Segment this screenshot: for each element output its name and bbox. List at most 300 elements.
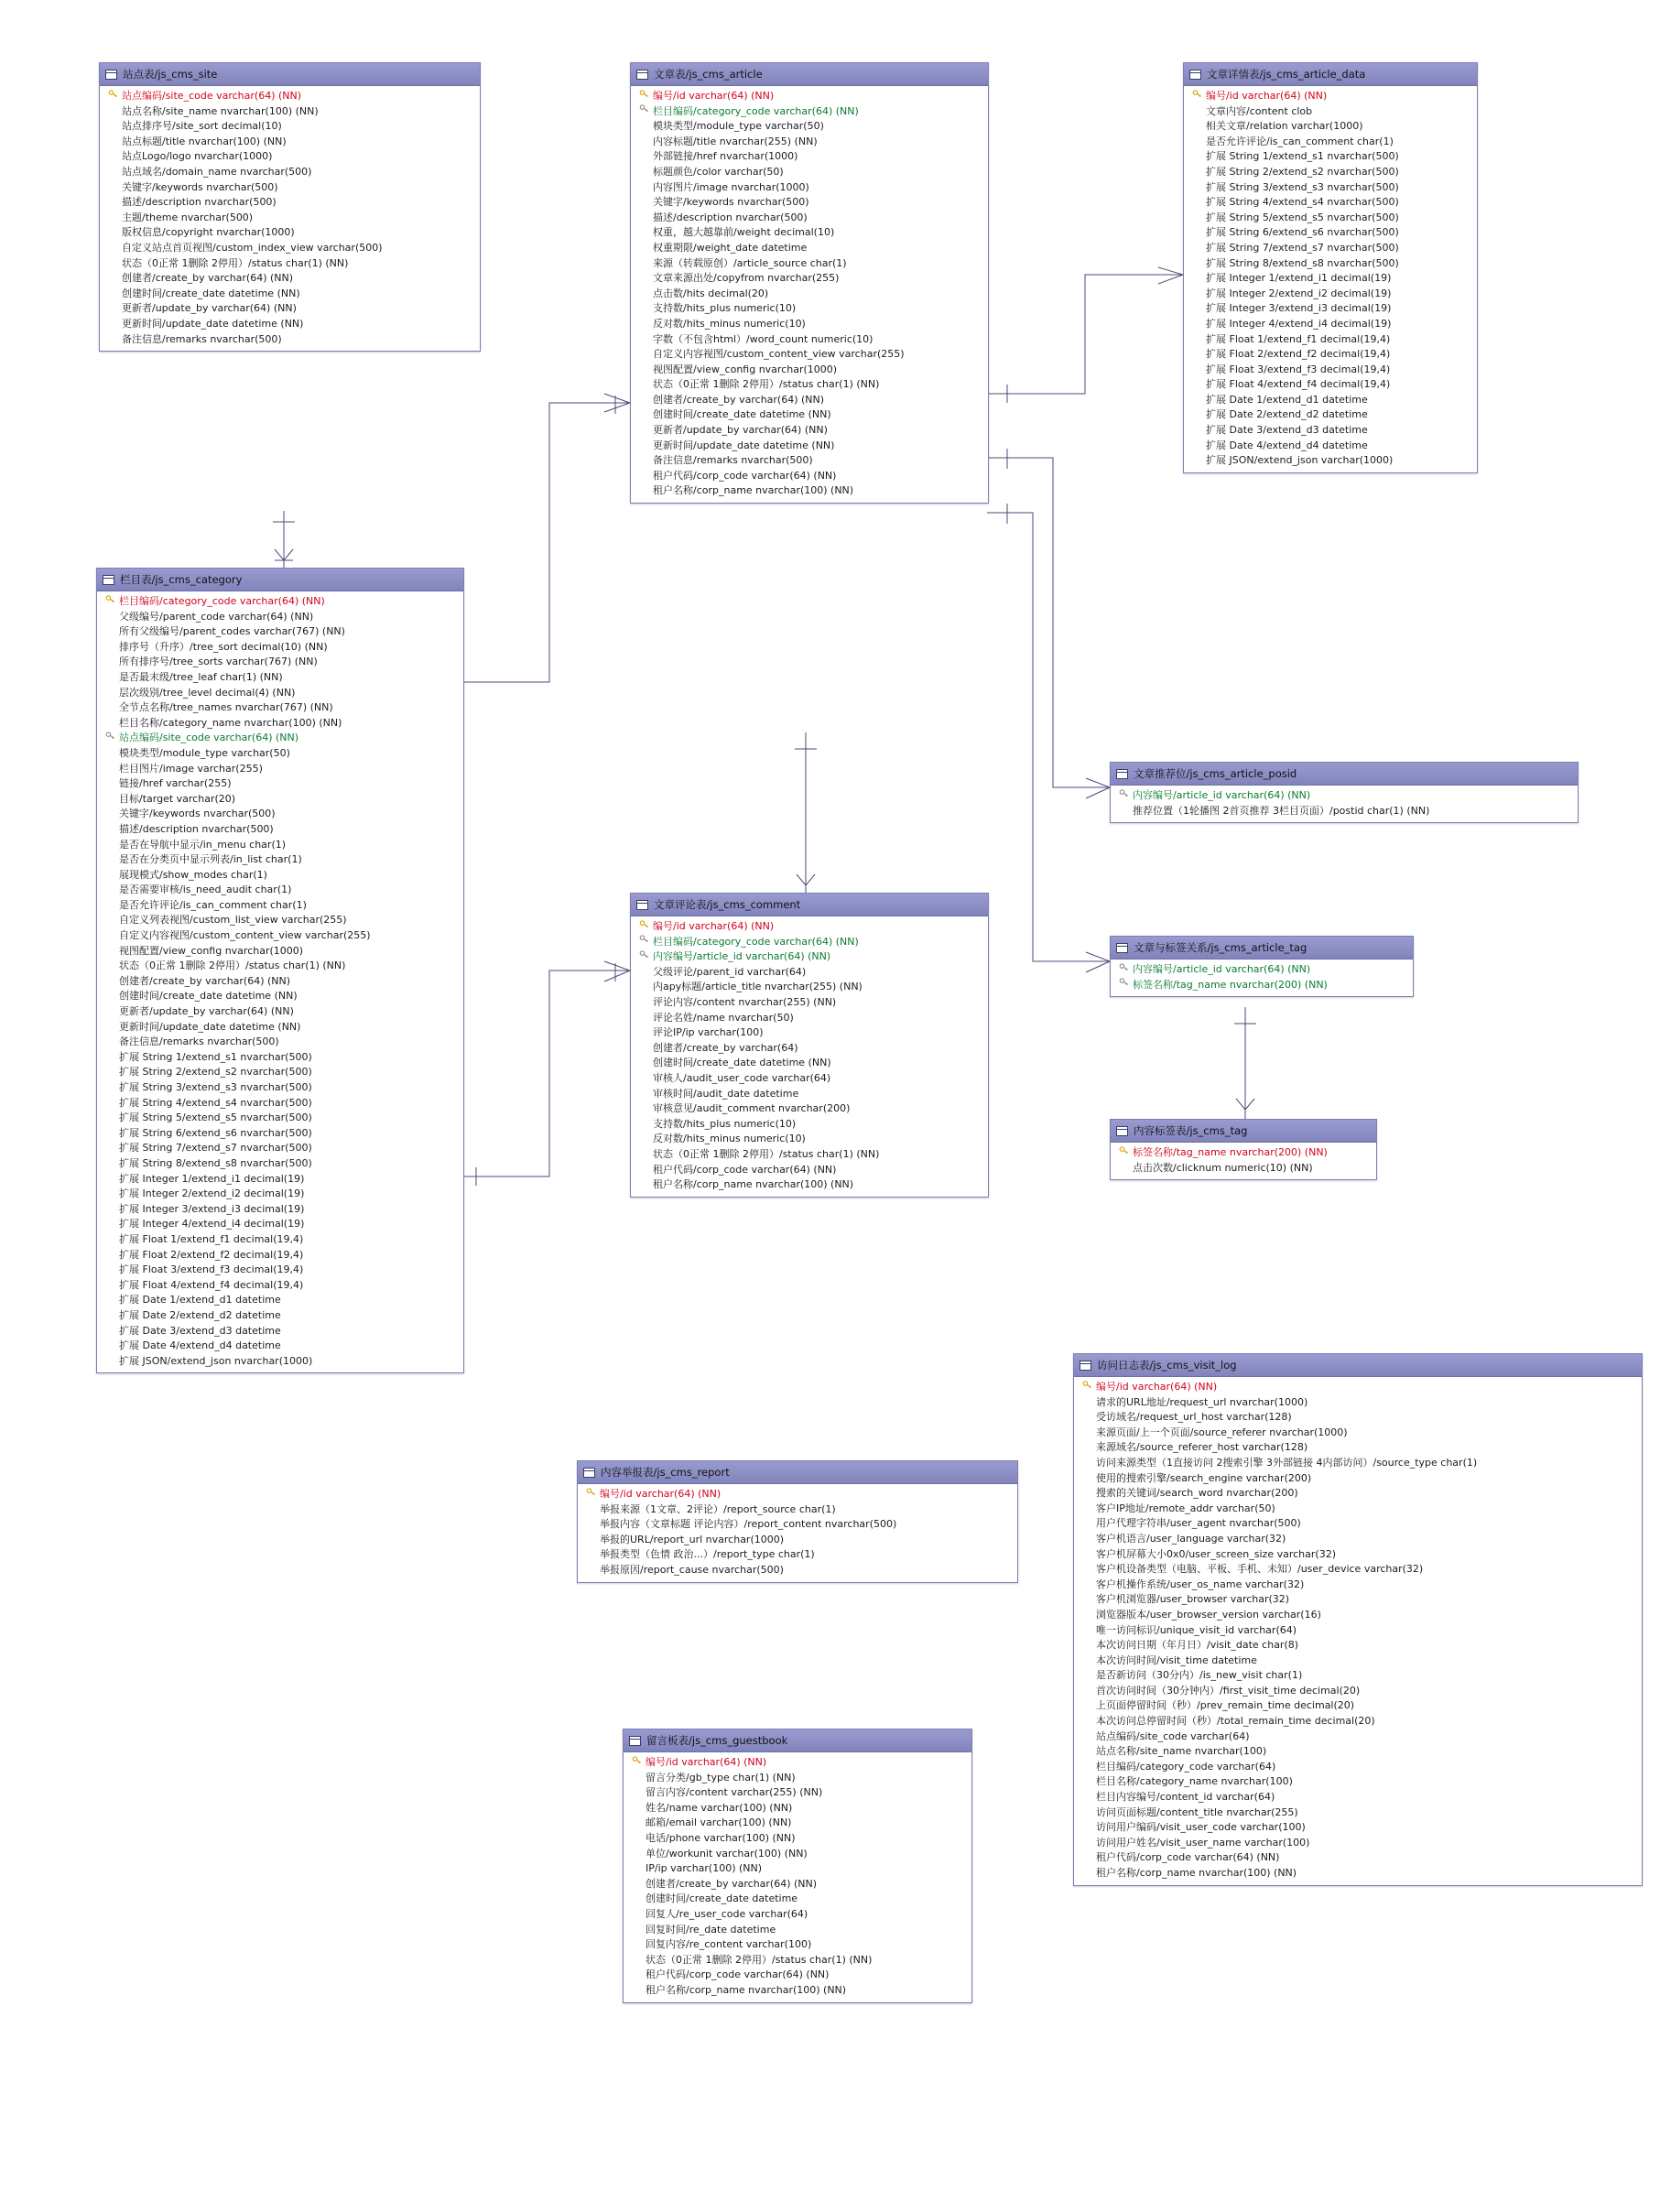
field-label: 站点排序号/site_sort decimal(10) — [122, 120, 282, 133]
field-row — [624, 1785, 971, 1801]
field-label: 客户机操作系统/user_os_name varchar(32) — [1096, 1578, 1305, 1590]
field-row — [1184, 347, 1477, 363]
table-icon — [1116, 769, 1128, 779]
field-label: 更新时间/update_date datetime (NN) — [653, 439, 835, 451]
field-row — [631, 287, 988, 302]
field-label: 使用的搜索引擎/search_engine varchar(200) — [1096, 1471, 1312, 1484]
field-row — [1074, 1440, 1642, 1456]
field-row — [100, 332, 480, 348]
field-row — [97, 1096, 463, 1111]
field-row — [631, 1132, 988, 1147]
field-row — [97, 1065, 463, 1080]
field-label: 字数（不包含html）/word_count numeric(10) — [653, 332, 873, 345]
field-row — [631, 271, 988, 287]
field-label: 反对数/hits_minus numeric(10) — [653, 317, 806, 330]
field-label: 权重期限/weight_date datetime — [653, 241, 808, 254]
field-row — [631, 1071, 988, 1087]
field-label: 内容标题/title nvarchar(255) (NN) — [653, 135, 818, 147]
field-label: 栏目图片/image varchar(255) — [119, 762, 263, 775]
field-row — [1184, 256, 1477, 272]
field-label: 扩展 Float 3/extend_f3 decimal(19,4) — [1206, 363, 1391, 375]
field-label: 状态（0正常 1删除 2停用）/status char(1) (NN) — [653, 1147, 880, 1160]
field-label: 姓名/name varchar(100) (NN) — [646, 1801, 793, 1814]
field-label: 栏目名称/category_name nvarchar(100) — [1096, 1775, 1293, 1788]
entity-field-list — [97, 591, 463, 1372]
field-label: 留言内容/content varchar(255) (NN) — [646, 1786, 823, 1799]
field-label: 描述/description nvarchar(500) — [122, 196, 277, 209]
field-row — [1074, 1850, 1642, 1866]
key-icon — [103, 731, 117, 747]
field-label: 审核人/audit_user_code varchar(64) — [653, 1071, 831, 1084]
field-label: 扩展 String 6/extend_s6 nvarchar(500) — [1206, 226, 1399, 239]
table-icon — [103, 575, 114, 585]
field-row — [97, 1354, 463, 1370]
entity-title: 留言板表/js_cms_guestbook — [646, 1734, 788, 1747]
field-row — [97, 1156, 463, 1172]
field-label: 层次级别/tree_level decimal(4) (NN) — [119, 686, 296, 699]
entity-field-list — [1111, 786, 1578, 822]
field-row — [624, 1861, 971, 1877]
field-label: 是否需要审核/is_need_audit char(1) — [119, 884, 292, 896]
field-label: 举报来源（1文章、2评论）/report_source char(1) — [600, 1502, 836, 1515]
field-row — [1184, 195, 1477, 211]
field-row — [631, 1025, 988, 1041]
field-label: IP/ip varchar(100) (NN) — [646, 1862, 763, 1875]
field-label: 扩展 Integer 1/extend_i1 decimal(19) — [119, 1172, 305, 1185]
field-row — [1074, 1547, 1642, 1563]
field-row — [1074, 1410, 1642, 1426]
field-label: 扩展 JSON/extend_json varchar(1000) — [1206, 454, 1394, 467]
field-label: 点击次数/clicknum numeric(10) (NN) — [1133, 1161, 1313, 1174]
field-label: 全节点名称/tree_names nvarchar(767) (NN) — [119, 701, 333, 714]
field-label: 扩展 String 7/extend_s7 nvarchar(500) — [119, 1142, 312, 1155]
field-row — [631, 1117, 988, 1133]
field-row — [97, 838, 463, 853]
field-label: 模块类型/module_type varchar(50) — [119, 746, 290, 759]
field-label: 是否允许评论/is_can_comment char(1) — [1206, 135, 1394, 147]
field-label: 创建者/create_by varchar(64) (NN) — [646, 1877, 818, 1890]
field-label: 扩展 String 4/extend_s4 nvarchar(500) — [1206, 196, 1399, 209]
field-row — [1111, 788, 1578, 804]
field-row — [631, 935, 988, 950]
key-icon — [1189, 89, 1204, 105]
field-label: 受访域名/request_url_host varchar(128) — [1096, 1411, 1292, 1424]
field-label: 描述/description nvarchar(500) — [119, 822, 274, 835]
field-row — [100, 195, 480, 211]
entity-header-article[interactable] — [631, 63, 988, 86]
entity-field-list — [1184, 86, 1477, 472]
entity-title: 文章与标签关系/js_cms_article_tag — [1134, 941, 1308, 954]
entity-table-comment[interactable] — [630, 893, 989, 1198]
field-label: 本次访问总停留时间（秒）/total_remain_time decimal(20) — [1096, 1715, 1375, 1728]
field-row — [1074, 1578, 1642, 1593]
field-row — [97, 1187, 463, 1202]
field-row — [1184, 104, 1477, 120]
entity-header-site[interactable] — [100, 63, 480, 86]
entity-header-visit_log[interactable] — [1074, 1354, 1642, 1377]
entity-table-site[interactable] — [99, 62, 481, 352]
table-icon — [629, 1736, 641, 1746]
field-label: 链接/href varchar(255) — [119, 777, 232, 790]
field-label: 回复人/re_user_code varchar(64) — [646, 1907, 808, 1920]
field-row — [1184, 135, 1477, 150]
field-label: 扩展 Date 1/extend_d1 datetime — [119, 1294, 281, 1307]
field-row — [578, 1563, 1017, 1578]
field-row — [578, 1547, 1017, 1563]
field-label: 视图配置/view_config nvarchar(1000) — [119, 944, 304, 957]
field-row — [1184, 301, 1477, 317]
key-icon — [583, 1487, 598, 1503]
entity-field-list — [100, 86, 480, 351]
field-label: 客户机屏幕大小0x0/user_screen_size varchar(32) — [1096, 1547, 1336, 1560]
field-row — [100, 165, 480, 180]
field-label: 留言分类/gb_type char(1) (NN) — [646, 1771, 796, 1784]
field-row — [631, 453, 988, 469]
field-label: 租户名称/corp_name nvarchar(100) (NN) — [653, 1178, 854, 1191]
field-row — [631, 1147, 988, 1163]
field-label: 站点编码/site_code varchar(64) — [1096, 1729, 1250, 1742]
field-label: 访问页面标题/content_title nvarchar(255) — [1096, 1805, 1298, 1818]
key-icon — [105, 89, 120, 105]
field-row — [100, 317, 480, 332]
field-row — [97, 913, 463, 928]
field-row — [97, 852, 463, 868]
field-row — [100, 225, 480, 241]
field-label: 回复内容/re_content varchar(100) — [646, 1938, 812, 1951]
field-label: 扩展 String 8/extend_s8 nvarchar(500) — [119, 1156, 312, 1169]
entity-header-tag[interactable] — [1111, 1120, 1376, 1143]
field-row — [631, 332, 988, 348]
field-label: 创建时间/create_date datetime (NN) — [119, 990, 298, 1003]
entity-header-comment[interactable] — [631, 894, 988, 916]
field-row — [631, 104, 988, 120]
field-row — [1074, 1471, 1642, 1487]
field-label: 扩展 Date 2/extend_d2 datetime — [119, 1308, 281, 1321]
field-row — [624, 1801, 971, 1816]
field-row — [97, 655, 463, 670]
key-icon — [636, 934, 651, 950]
field-label: 租户代码/corp_code varchar(64) (NN) — [653, 469, 837, 482]
entity-table-article_posid[interactable] — [1110, 762, 1579, 823]
field-label: 站点标题/title nvarchar(100) (NN) — [122, 135, 287, 147]
field-label: 扩展 Float 1/extend_f1 decimal(19,4) — [119, 1232, 304, 1245]
entity-field-list — [631, 86, 988, 503]
table-icon — [1189, 70, 1201, 80]
entity-header-guestbook[interactable] — [624, 1729, 971, 1752]
field-label: 扩展 Float 1/extend_f1 decimal(19,4) — [1206, 332, 1391, 345]
field-row — [1074, 1684, 1642, 1699]
field-row — [1184, 317, 1477, 332]
field-label: 站点编码/site_code varchar(64) (NN) — [119, 732, 299, 744]
field-row — [100, 287, 480, 302]
field-label: 审核时间/audit_date datetime — [653, 1087, 799, 1100]
field-row — [1074, 1654, 1642, 1669]
field-row — [1184, 439, 1477, 454]
field-label: 扩展 Date 3/extend_d3 datetime — [1206, 424, 1368, 437]
field-label: 创建时间/create_date datetime — [646, 1892, 798, 1905]
field-row — [97, 974, 463, 990]
key-icon — [103, 594, 117, 611]
field-row — [1074, 1698, 1642, 1714]
field-row — [624, 1816, 971, 1831]
field-label: 状态（0正常 1删除 2停用）/status char(1) (NN) — [646, 1953, 873, 1966]
field-row — [631, 965, 988, 981]
field-label: 描述/description nvarchar(500) — [653, 211, 808, 223]
field-label: 站点域名/domain_name nvarchar(500) — [122, 165, 312, 178]
field-row — [1074, 1790, 1642, 1805]
entity-title: 内容标签表/js_cms_tag — [1134, 1124, 1248, 1137]
field-label: 客户IP地址/remote_addr varchar(50) — [1096, 1502, 1275, 1514]
field-label: 所有排序号/tree_sorts varchar(767) (NN) — [119, 656, 318, 668]
field-label: 回复时间/re_date datetime — [646, 1923, 776, 1936]
key-icon — [1116, 788, 1131, 805]
field-label: 扩展 String 2/extend_s2 nvarchar(500) — [119, 1066, 312, 1079]
field-row — [631, 919, 988, 935]
field-label: 编号/id varchar(64) (NN) — [646, 1756, 767, 1768]
key-icon — [636, 919, 651, 936]
field-label: 编号/id varchar(64) (NN) — [653, 90, 775, 102]
field-label: 访问用户编码/visit_user_code varchar(100) — [1096, 1821, 1306, 1834]
field-label: 扩展 Float 3/extend_f3 decimal(19,4) — [119, 1263, 304, 1276]
field-label: 反对数/hits_minus numeric(10) — [653, 1133, 806, 1145]
field-row — [97, 822, 463, 838]
field-row — [97, 624, 463, 640]
field-label: 扩展 Date 2/extend_d2 datetime — [1206, 408, 1368, 421]
field-label: 评论内容/content nvarchar(255) (NN) — [653, 995, 837, 1008]
field-row — [100, 104, 480, 120]
entity-header-category[interactable] — [97, 569, 463, 591]
entity-table-article_tag[interactable] — [1110, 936, 1414, 997]
field-label: 扩展 Integer 3/extend_i3 decimal(19) — [1206, 302, 1392, 315]
field-row — [624, 1983, 971, 1999]
field-row — [97, 594, 463, 610]
field-label: 扩展 String 8/extend_s8 nvarchar(500) — [1206, 256, 1399, 269]
field-row — [100, 211, 480, 226]
field-row — [97, 716, 463, 732]
field-row — [1074, 1866, 1642, 1881]
field-label: 站点名称/site_name nvarchar(100) (NN) — [122, 104, 319, 117]
field-label: 文章来源出处/copyfrom nvarchar(255) — [653, 272, 840, 285]
field-row — [97, 989, 463, 1004]
field-label: 本次访问日期（年月日）/visit_date char(8) — [1096, 1639, 1299, 1652]
field-row — [97, 776, 463, 792]
field-label: 更新者/update_by varchar(64) (NN) — [122, 302, 297, 315]
entity-title: 文章评论表/js_cms_comment — [654, 898, 801, 911]
field-row — [631, 483, 988, 499]
field-label: 栏目内容编号/content_id varchar(64) — [1096, 1791, 1275, 1804]
field-label: 扩展 Integer 4/extend_i4 decimal(19) — [119, 1218, 305, 1231]
field-label: 扩展 JSON/extend_json nvarchar(1000) — [119, 1354, 313, 1367]
field-label: 租户名称/corp_name nvarchar(100) (NN) — [646, 1983, 847, 1996]
entity-header-article_data[interactable] — [1184, 63, 1477, 86]
field-row — [631, 1101, 988, 1117]
field-label: 关键字/keywords nvarchar(500) — [653, 196, 809, 209]
field-label: 标题颜色/color varchar(50) — [653, 165, 784, 178]
field-row — [100, 180, 480, 196]
field-row — [631, 1177, 988, 1193]
field-label: 栏目编码/category_code varchar(64) (NN) — [653, 104, 859, 117]
field-label: 栏目名称/category_name nvarchar(100) (NN) — [119, 716, 342, 729]
field-row — [1184, 363, 1477, 378]
field-row — [97, 700, 463, 716]
field-row — [631, 949, 988, 965]
field-row — [1074, 1774, 1642, 1790]
field-row — [97, 868, 463, 884]
field-row — [1111, 1145, 1376, 1161]
field-label: 扩展 String 5/extend_s5 nvarchar(500) — [119, 1111, 312, 1124]
field-row — [100, 301, 480, 317]
field-label: 更新者/update_by varchar(64) (NN) — [653, 424, 828, 437]
field-row — [97, 1004, 463, 1020]
field-row — [631, 195, 988, 211]
field-row — [1074, 1532, 1642, 1547]
field-row — [631, 225, 988, 241]
field-row — [1184, 393, 1477, 408]
field-row — [1074, 1380, 1642, 1395]
field-label: 编号/id varchar(64) (NN) — [1096, 1381, 1218, 1393]
field-row — [624, 1923, 971, 1938]
field-label: 栏目编码/category_code varchar(64) — [1096, 1760, 1276, 1773]
field-row — [624, 1847, 971, 1862]
entity-table-report[interactable] — [577, 1460, 1018, 1583]
entity-header-article_tag[interactable] — [1111, 937, 1413, 960]
field-row — [1184, 211, 1477, 226]
field-row — [97, 731, 463, 746]
field-row — [1184, 271, 1477, 287]
entity-header-report[interactable] — [578, 1461, 1017, 1484]
field-label: 邮箱/email varchar(100) (NN) — [646, 1816, 792, 1829]
field-label: 关键字/keywords nvarchar(500) — [122, 180, 278, 193]
field-row — [1184, 287, 1477, 302]
field-row — [624, 1771, 971, 1786]
field-label: 外部链接/href nvarchar(1000) — [653, 150, 798, 163]
field-label: 创建时间/create_date datetime (NN) — [653, 408, 831, 421]
field-row — [97, 959, 463, 974]
field-row — [631, 119, 988, 135]
field-row — [100, 135, 480, 150]
field-row — [1184, 180, 1477, 196]
field-label: 自定义列表视图/custom_list_view varchar(255) — [119, 914, 347, 927]
field-label: 扩展 String 3/extend_s3 nvarchar(500) — [1206, 180, 1399, 193]
table-icon — [636, 70, 648, 80]
field-label: 举报的URL/report_url nvarchar(1000) — [600, 1533, 785, 1545]
field-row — [1074, 1638, 1642, 1654]
field-row — [631, 301, 988, 317]
field-label: 权重，越大越靠前/weight decimal(10) — [653, 226, 835, 239]
field-label: 推荐位置（1轮播图 2首页推荐 3栏目页面）/postid char(1) (NN) — [1133, 804, 1430, 817]
field-row — [631, 393, 988, 408]
field-row — [97, 1111, 463, 1126]
table-icon — [1116, 943, 1128, 953]
field-label: 目标/target varchar(20) — [119, 792, 236, 805]
field-row — [631, 1011, 988, 1026]
field-label: 扩展 Integer 4/extend_i4 decimal(19) — [1206, 317, 1392, 330]
field-row — [97, 807, 463, 822]
field-row — [97, 944, 463, 960]
entity-table-category[interactable] — [96, 568, 464, 1373]
field-label: 扩展 Float 2/extend_f2 decimal(19,4) — [119, 1248, 304, 1261]
field-row — [1184, 119, 1477, 135]
field-row — [1111, 804, 1578, 819]
field-label: 来源域名/source_referer_host varchar(128) — [1096, 1441, 1308, 1454]
field-row — [1074, 1562, 1642, 1578]
field-row — [1184, 225, 1477, 241]
field-label: 编号/id varchar(64) (NN) — [653, 920, 775, 932]
entity-table-visit_log[interactable] — [1073, 1353, 1643, 1886]
entity-table-article[interactable] — [630, 62, 989, 504]
field-row — [100, 241, 480, 256]
key-icon — [629, 1755, 644, 1772]
entity-field-list — [624, 1752, 971, 2002]
key-icon — [1116, 962, 1131, 979]
field-row — [1074, 1456, 1642, 1471]
field-label: 首次访问时间（30分钟内）/first_visit_time decimal(20) — [1096, 1684, 1361, 1697]
field-label: 评论名姓/name nvarchar(50) — [653, 1011, 794, 1024]
field-label: 搜索的关键词/search_word nvarchar(200) — [1096, 1487, 1298, 1500]
field-label: 支持数/hits_plus numeric(10) — [653, 302, 797, 315]
field-row — [631, 317, 988, 332]
table-icon — [1080, 1361, 1091, 1371]
entity-table-tag[interactable] — [1110, 1119, 1377, 1180]
field-row — [1074, 1836, 1642, 1851]
field-label: 更新者/update_by varchar(64) (NN) — [119, 1005, 294, 1018]
field-label: 版权信息/copyright nvarchar(1000) — [122, 226, 295, 239]
field-label: 备注信息/remarks nvarchar(500) — [119, 1036, 279, 1048]
entity-table-guestbook[interactable] — [623, 1729, 972, 2003]
field-row — [1074, 1668, 1642, 1684]
field-label: 访问用户姓名/visit_user_name varchar(100) — [1096, 1836, 1310, 1849]
field-label: 是否新访问（30分内）/is_new_visit char(1) — [1096, 1669, 1303, 1682]
entity-title: 栏目表/js_cms_category — [120, 573, 243, 586]
field-label: 标签名称/tag_name nvarchar(200) (NN) — [1133, 1146, 1328, 1158]
field-row — [631, 377, 988, 393]
field-label: 租户代码/corp_code varchar(64) (NN) — [1096, 1851, 1280, 1864]
field-label: 排序号（升序）/tree_sort decimal(10) (NN) — [119, 640, 328, 653]
field-row — [1074, 1395, 1642, 1411]
field-label: 本次访问时间/visit_time datetime — [1096, 1654, 1257, 1666]
field-label: 内容图片/image nvarchar(1000) — [653, 180, 809, 193]
key-icon — [636, 103, 651, 120]
field-label: 扩展 Date 4/extend_d4 datetime — [1206, 439, 1368, 451]
field-label: 内容编号/article_id varchar(64) (NN) — [1133, 963, 1311, 975]
field-row — [100, 256, 480, 272]
field-row — [97, 1339, 463, 1354]
field-label: 视图配置/view_config nvarchar(1000) — [653, 363, 838, 375]
entity-field-list — [1111, 1143, 1376, 1179]
field-row — [100, 119, 480, 135]
field-label: 来源页面/上一个页面/source_referer nvarchar(1000) — [1096, 1426, 1348, 1438]
field-row — [1074, 1714, 1642, 1729]
field-row — [631, 439, 988, 454]
field-row — [1074, 1592, 1642, 1608]
entity-field-list — [578, 1484, 1017, 1582]
entity-header-article_posid[interactable] — [1111, 763, 1578, 786]
field-label: 扩展 Date 3/extend_d3 datetime — [119, 1324, 281, 1337]
field-row — [100, 149, 480, 165]
key-icon — [1116, 1145, 1131, 1162]
field-label: 扩展 Integer 3/extend_i3 decimal(19) — [119, 1202, 305, 1215]
field-row — [624, 1937, 971, 1953]
field-row — [97, 1278, 463, 1294]
field-label: 主题/theme nvarchar(500) — [122, 211, 254, 223]
field-row — [1074, 1502, 1642, 1517]
field-label: 创建时间/create_date datetime (NN) — [122, 287, 300, 299]
field-row — [1111, 962, 1413, 978]
entity-title: 文章推荐位/js_cms_article_posid — [1134, 767, 1297, 780]
key-icon — [636, 89, 651, 105]
field-label: 创建者/create_by varchar(64) (NN) — [653, 393, 825, 406]
entity-table-article_data[interactable] — [1183, 62, 1478, 473]
